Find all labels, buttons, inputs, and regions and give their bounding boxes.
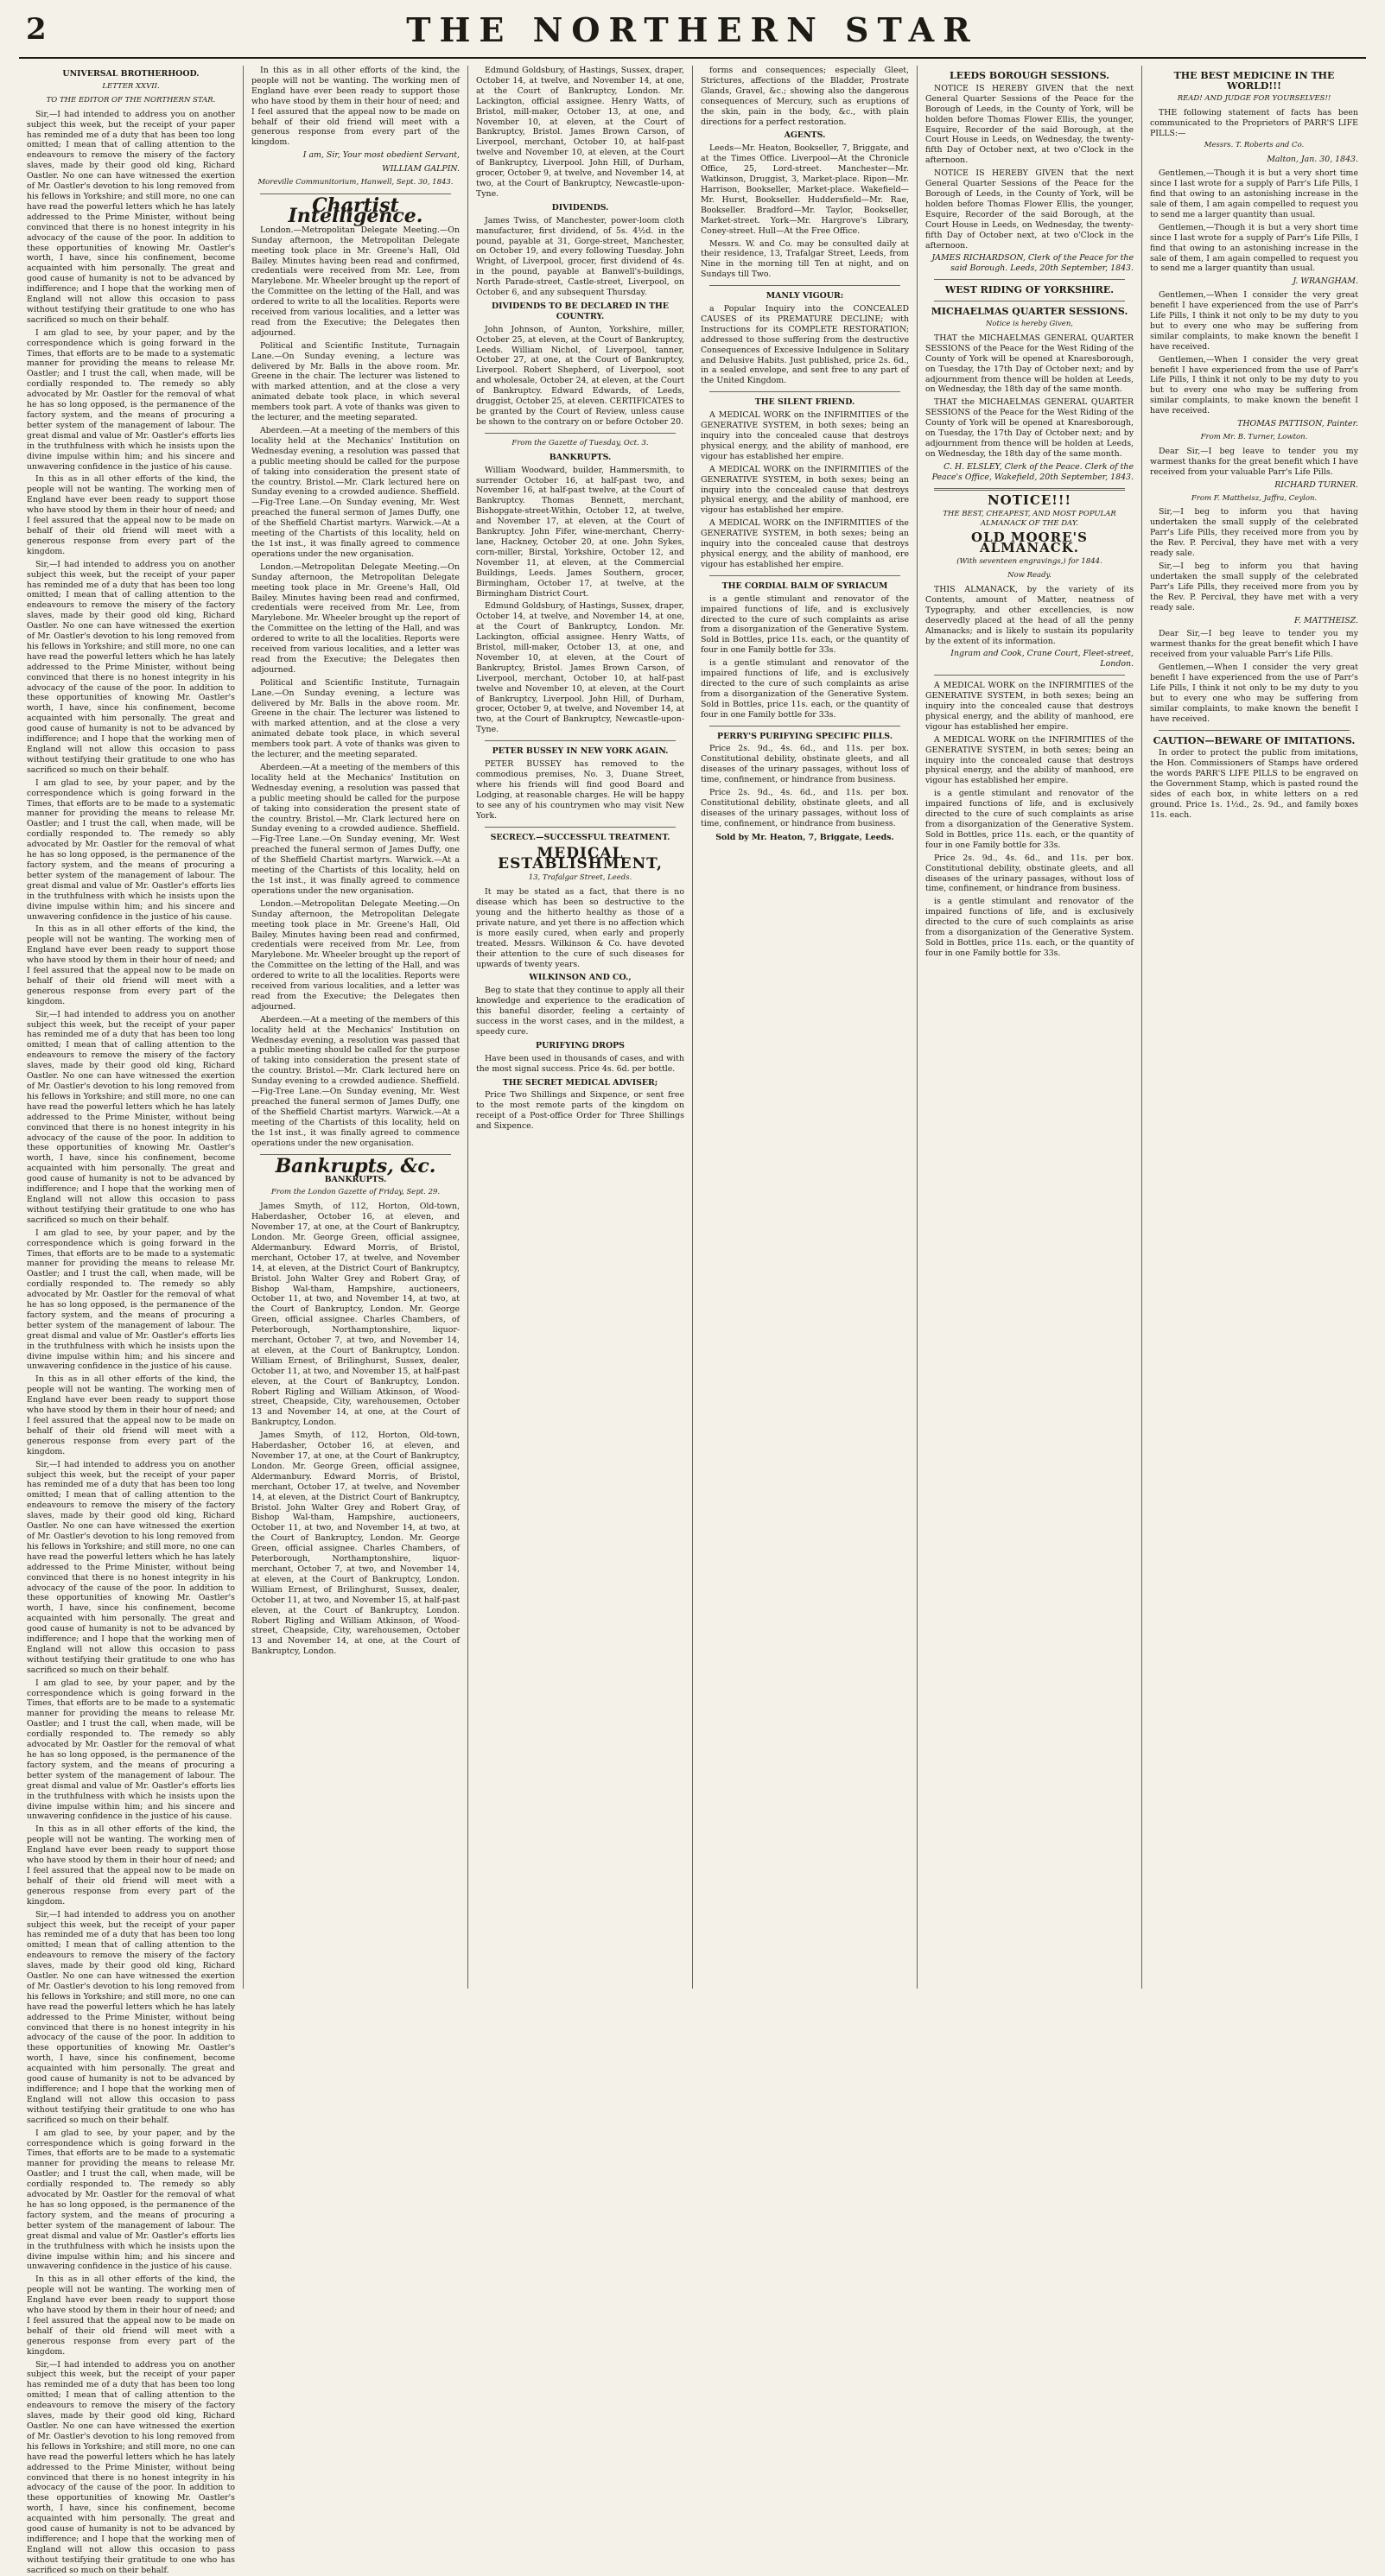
advert-body: a Popular Inquiry into the CONCEALED CAUSES of its PREMATURE DECLINE; with Instructions for its COMPLETE RESTORATION; addressed to those suffering from the destructive Consequences of Excessive Indulgence in Solitary and Delusive Habits. Just published, price 2s. 6d., in a sealed envelope, and sent free to any part of the United Kingdom.: [701, 304, 909, 386]
advert-heading-manly-vigour: MANLY VIGOUR:: [766, 291, 844, 301]
advert-body: A MEDICAL WORK on the INFIRMITIES of the GENERATIVE SYSTEM, in both sexes; being an inquiry into the concealed cause that destroys physical energy, and the ability of manhood, ere vigour has established her empire.: [701, 518, 909, 569]
advert-heading-old-moore: OLD MOORE'S ALMANACK.: [971, 530, 1088, 556]
agents-list: Leeds—Mr. Heaton, Bookseller, 7, Briggate, and at the Times Office. Liverpool—At the Chronicle Office, 25, Lord-street. Manchester—Mr. Watkinson, Druggist, 3, Market-place. Ripon—Mr. Harrison, Bookseller, Market-place. Wakefield—Mr. Hurst, Bookseller. Huddersfield—Mr. Rae, Bookseller. Bradford—Mr. Taylor, Bookseller, Market-street. York—Mr. Hargrove's Library, Coney-street. Hull—At the Free Office.: [701, 143, 909, 236]
testimonial-body: Dear Sir,—I beg leave to tender you my warmest thanks for the great benefit which I have received from your valuable Parr's Life Pills.: [1150, 629, 1358, 660]
advert-ready: Now Ready.: [1007, 571, 1051, 581]
news-paragraph: Political and Scientific Institute, Turnagain Lane.—On Sunday evening, a lecture was delivered by Mr. Balls in the above room. Mr. Greene in the chair. The lecturer was listened to with marked attention, and at the close a very animated debate took place, in which several members took part. A vote of thanks was given to the lecturer, and the meeting separated.: [251, 340, 460, 423]
news-paragraph: Aberdeen.—At a meeting of the members of this locality held at the Mechanics' Institution on Wednesday evening, a resolution was passed that a public meeting should be called for the purpose of taking into consideration the present state of the country. Bristol.—Mr. Clark lectured here on Sunday evening to a crowded audience. Sheffield.—Fig-Tree Lane.—On Sunday evening, Mr. West preached the funeral sermon of James Duffy, one of the Sheffield Chartist martyrs. Warwick.—At a meeting of the Chartists of this locality, held on the 1st inst., it was finally agreed to commence operations under the new organisation.: [251, 1014, 460, 1148]
advert-body: is a gentle stimulant and renovator of the impaired functions of life, and is exclusively directed to the cure of such complaints as arise from a disorganization of the Generative System. Sold in Bottles, price 11s. each, or the quantity of four in one Family bottle for 33s.: [925, 897, 1134, 958]
advert-body: A MEDICAL WORK on the INFIRMITIES of the GENERATIVE SYSTEM, in both sexes; being an inquiry into the concealed cause that destroys physical energy, and the ability of manhood, ere vigour has established her empire.: [925, 681, 1134, 732]
article-paragraph: In this as in all other efforts of the kind, the people will not be wanting. The working men of England have ever been ready to support those who have stood by them in their hour of need; and I feel assured that the appeal now to be made on behalf of their old friend will meet with a generous response from every part of the kingdom.: [27, 2275, 235, 2357]
testimonial-body: Gentlemen,—When I consider the very great benefit I have experienced from the use of Parr's Life Pills, I think it not only to be my duty to you but to every one who may be suffering from similar complaints, to make known the benefit I have received.: [1150, 663, 1358, 724]
article-paragraph: I am glad to see, by your paper, and by the correspondence which is going forward in the Times, that efforts are to be made to a systematic manner for providing the means to release Mr. Oastler; and I trust the call, when made, will be cordially responded to. The remedy so ably advocated by Mr. Oastler for the removal of what he has so long opposed, is the permanence of the factory system, and the means of procuring a better system of the management of labour. The great dismal and value of Mr. Oastler's efforts lies in the truthfulness with which he insists upon the divine impulse within him; and his sincere and unwavering confidence in the justice of his cause.: [27, 777, 235, 922]
advert-body: forms and consequences; especially Gleet, Strictures, affections of the Bladder, Prostrate Glands, Gravel, &c.; showing also the dangerous consequences of Mercury, such as eruptions of the skin, pain in the body, &c., with plain directions for a perfect restoration.: [701, 66, 909, 127]
advert-body: THIS ALMANACK, by the variety of its Contents, amount of Matter, neatness of Typography, and other excellencies, is now deservedly placed at the head of all the penny Almanacks; and is likely to sustain its popularity by the extent of its information.: [925, 584, 1134, 646]
advert-body: Price 2s. 9d., 4s. 6d., and 11s. per box. Constitutional debility, obstinate gleets, and all diseases of the urinary passages, without loss of time, confinement, or hindrance from business.: [925, 853, 1134, 894]
advert-subheading: (With seventeen engravings,) for 1844.: [956, 557, 1102, 567]
testimonial-body: Sir,—I beg to inform you that having undertaken the small supply of the celebrated Parr's Life Pills, they received more from you by the Rev. P. Percival, they have met with a very ready sale.: [1150, 507, 1358, 559]
advert-body: Price Two Shillings and Sixpence, or sent free to the most remote parts of the kingdom on receipt of a Post-office Order for Three Shillings and Sixpence.: [476, 1090, 684, 1132]
advert-body: is a gentle stimulant and renovator of the impaired functions of life, and is exclusively directed to the cure of such complaints as arise from a disorganization of the Generative System. Sold in Bottles, price 11s. each, or the quantity of four in one Family bottle for 33s.: [701, 593, 909, 656]
section-heading-chartist-intelligence: Chartist Intelligence.: [288, 194, 423, 227]
notice-subheading: Notice is hereby Given,: [985, 320, 1074, 329]
notice-body: THAT the MICHAELMAS GENERAL QUARTER SESSIONS of the Peace for the West Riding of the County of York will be opened at Knaresborough, on Tuesday, the 17th Day of October next; and by adjournment from thence will be holden at Leeds, on Wednesday, the 18th day of the same month.: [925, 333, 1134, 395]
article-paragraph: In this as in all other efforts of the kind, the people will not be wanting. The working men of England have ever been ready to support those who have stood by them in their hour of need; and I feel assured that the appeal now to be made on behalf of their old friend will meet with a generous response from every part of the kingdom.: [27, 1374, 235, 1456]
article-paragraph: I am glad to see, by your paper, and by the correspondence which is going forward in the Times, that efforts are to be made to a systematic manner for providing the means to release Mr. Oastler; and I trust the call, when made, will be cordially responded to. The remedy so ably advocated by Mr. Oastler for the removal of what he has so long opposed, is the permanence of the factory system, and the means of procuring a better system of the management of labour. The great dismal and value of Mr. Oastler's efforts lies in the truthfulness with which he insists upon the divine impulse within him; and his sincere and unwavering confidence in the justice of his cause.: [27, 327, 235, 472]
advert-subheading: THE BEST, CHEAPEST, AND MOST POPULAR ALMANACK OF THE DAY.: [943, 509, 1116, 529]
bankrupts-subheading: BANKRUPTS.: [549, 452, 612, 462]
testimonial-signature: RICHARD TURNER.: [1274, 479, 1358, 490]
advert-heading-drops: PURIFYING DROPS: [536, 1040, 625, 1050]
caution-heading: CAUTION—BEWARE OF IMITATIONS.: [1153, 734, 1356, 746]
letter-place: Moreville Communitorium, Hanwell, Sept. 30, 1843.: [257, 178, 454, 187]
divider: [485, 740, 676, 741]
newspaper-title: THE NORTHERN STAR: [406, 10, 979, 49]
advert-body: A MEDICAL WORK on the INFIRMITIES of the GENERATIVE SYSTEM, in both sexes; being an inquiry into the concealed cause that destroys physical energy, and the ability of manhood, ere vigour has established her empire.: [701, 410, 909, 461]
testimonial-body: Dear Sir,—I beg leave to tender you my warmest thanks for the great benefit which I have received from your valuable Parr's Life Pills.: [1150, 446, 1358, 477]
column-4: [693, 66, 918, 1989]
testimonial-signature: F. MATTHEISZ.: [1293, 615, 1358, 625]
divider: [485, 433, 676, 434]
news-paragraph: London.—Metropolitan Delegate Meeting.—On Sunday afternoon, the Metropolitan Delegate meeting took place in Mr. Greene's Hall, Old Bailey. Minutes having been read and confirmed, credentials were received from Mr. Lee, from Marylebone. Mr. Wheeler brought up the report of the Committee on the letting of the Hall, and was ordered to write to all the localities. Reports were received from various localities, and a letter was read from the Executive; the Delegates then adjourned.: [251, 898, 460, 1012]
news-paragraph: Aberdeen.—At a meeting of the members of this locality held at the Mechanics' Institution on Wednesday evening, a resolution was passed that a public meeting should be called for the purpose of taking into consideration the present state of the country. Bristol.—Mr. Clark lectured here on Sunday evening to a crowded audience. Sheffield.—Fig-Tree Lane.—On Sunday evening, Mr. West preached the funeral sermon of James Duffy, one of the Sheffield Chartist martyrs. Warwick.—At a meeting of the Chartists of this locality, held on the 1st inst., it was finally agreed to commence operations under the new organisation.: [251, 426, 460, 559]
divider: [709, 285, 900, 286]
dividends-heading: DIVIDENDS.: [551, 202, 609, 213]
testimonial-heading: From F. Mattheisz, Jaffra, Ceylon.: [1191, 493, 1318, 503]
article-paragraph: I am glad to see, by your paper, and by the correspondence which is going forward in the Times, that efforts are to be made to a systematic manner for providing the means to release Mr. Oastler; and I trust the call, when made, will be cordially responded to. The remedy so ably advocated by Mr. Oastler for the removal of what he has so long opposed, is the permanence of the factory system, and the means of procuring a better system of the management of labour. The great dismal and value of Mr. Oastler's efforts lies in the truthfulness with which he insists upon the divine impulse within him; and his sincere and unwavering confidence in the justice of his cause.: [27, 2128, 235, 2272]
gazette-source: From the London Gazette of Friday, Sept. 29.: [270, 1188, 441, 1197]
article-paragraph: Sir,—I had intended to address you on another subject this week, but the receipt of your paper has reminded me of a duty that has been too long omitted; I mean that of calling attention to the endeavours to remove the misery of the factory slaves, made by their good old king, Richard Oastler. No one can have witnessed the exertion of Mr. Oastler's devotion to his long removed from his fellows in Yorkshire; and still more, no one can have read the powerful letters which he has lately addressed to the Prime Minister, without being convinced that there is no honest integrity in his advocacy of the cause of the poor. In addition to these opportunities of knowing Mr. Oastler's worth, I have, since his confinement, become acquainted with him personally. The great and good cause of humanity is not to be advanced by indifference; and I hope that the working men of England will not allow this occasion to pass without testifying their gratitude to one who has sacrificed so much on their behalf.: [27, 2359, 235, 2575]
dividends-country-list: John Johnson, of Aunton, Yorkshire, miller, October 25, at eleven, at the Court of Bankruptcy, Leeds. William Nichol, of Liverpool, tanner, October 27, at one, at the Court of Bankruptcy, Liverpool. Robert Shepherd, of Liverpool, soot and wholesale, October 24, at eleven, at the Court of Bankruptcy. Edward Edwards, of Leeds, druggist, October 25, at eleven. CERTIFICATES to be granted by the Court of Review, unless cause be shown to the contrary on or before October 20.: [476, 324, 684, 427]
article-paragraph: I am glad to see, by your paper, and by the correspondence which is going forward in the Times, that efforts are to be made to a systematic manner for providing the means to release Mr. Oastler; and I trust the call, when made, will be cordially responded to. The remedy so ably advocated by Mr. Oastler for the removal of what he has so long opposed, is the permanence of the factory system, and the means of procuring a better system of the management of labour. The great dismal and value of Mr. Oastler's efforts lies in the truthfulness with which he insists upon the divine impulse within him; and his sincere and unwavering confidence in the justice of his cause.: [27, 1678, 235, 1822]
section-heading-bankrupts: Bankrupts, &c.: [275, 1154, 436, 1177]
testimonial-body: Gentlemen,—When I consider the very great benefit I have experienced from the use of Parr's Life Pills, I think it not only to be my duty to you but to every one who may be suffering from similar complaints, to make known the benefit I have received.: [1150, 290, 1358, 352]
news-paragraph: London.—Metropolitan Delegate Meeting.—On Sunday afternoon, the Metropolitan Delegate meeting took place in Mr. Greene's Hall, Old Bailey. Minutes having been read and confirmed, credentials were received from Mr. Lee, from Marylebone. Mr. Wheeler brought up the report of the Committee on the letting of the Hall, and was ordered to write to all the localities. Reports were received from various localities, and a letter was read from the Executive; the Delegates then adjourned.: [251, 562, 460, 675]
agents-heading: AGENTS.: [784, 130, 826, 141]
dividends-country-heading: DIVIDENDS TO BE DECLARED IN THE COUNTRY.: [491, 301, 670, 321]
column-1: [19, 66, 244, 2575]
advert-heading-best-medicine: THE BEST MEDICINE IN THE WORLD!!!: [1173, 70, 1335, 92]
advert-body: Have been used in thousands of cases, and with the most signal success. Price 4s. 6d. per bottle.: [476, 1053, 684, 1074]
advert-heading-secrecy: SECRECY.—SUCCESSFUL TREATMENT.: [490, 832, 670, 842]
advert-heading-bussey: PETER BUSSEY IN NEW YORK AGAIN.: [492, 746, 669, 757]
bankrupts-list: Edmund Goldsbury, of Hastings, Sussex, draper, October 14, at twelve, and November 14, at one, at the Court of Bankruptcy, London. Mr. Lackington, official assignee. Henry Watts, of Bristol, mill-maker, October 13, at one, and November 10, at eleven, at the Court of Bankruptcy, Bristol. James Brown Carson, of Liverpool, merchant, October 10, at half-past twelve and November 10, at eleven, at the Court of Bankruptcy, Liverpool. John Hill, of Durham, grocer, October 9, at twelve, and November 14, at two, at the Court of Bankruptcy, Newcastle-upon-Tyne.: [476, 66, 684, 199]
divider: [934, 488, 1125, 491]
bankrupts-list: James Smyth, of 112, Horton, Old-town, Haberdasher, October 16, at eleven, and November 17, at one, at the Court of Bankruptcy, London. Mr. George Green, official assignee, Aldermanbury. Edward Morris, of Bristol, merchant, October 17, at twelve, and November 14, at eleven, at the District Court of Bankruptcy, Bristol. John Walter Grey and Robert Gray, of Bishop Wal-tham, Hampshire, auctioneers, October 11, at two, and November 14, at two, at the Court of Bankruptcy, London. Mr. George Green, official assignee. Charles Chambers, of Peterborough, Northamptonshire, liquor-merchant, October 7, at two, and November 14, at eleven, at the Court of Bankruptcy, London. William Ernest, of Brilinghurst, Sussex, dealer, October 11, at two, and November 15, at half-past eleven, at the Court of Bankruptcy, London. Robert Rigling and William Atkinson, of Wood-street, Cheapside, City, warehousemen, October 13 and November 14, at one, at the Court of Bankruptcy, London.: [251, 1431, 460, 1657]
column-5: [918, 66, 1142, 1989]
column-6: [1142, 66, 1366, 1989]
advert-body: It may be stated as a fact, that there is no disease which has been so destructive to the young and the hitherto healthy as those of a private nature, and yet there is no affection which is more easily cured, when early and properly treated. Messrs. Wilkinson & Co. have devoted their attention to the cure of such diseases for upwards of twenty years.: [476, 887, 684, 969]
advert-heading-medical: MEDICAL ESTABLISHMENT,: [498, 845, 663, 873]
notice-body: NOTICE IS HEREBY GIVEN that the next General Quarter Sessions of the Peace for the Borough of Leeds, in the County of York, will be holden before Thomas Flower Ellis, the younger, Esquire, Recorder of the said Borough, at the Court House in Leeds, on Wednesday, the twenty-fifth Day of October next, at two o'Clock in the afternoon.: [925, 83, 1134, 166]
testimonial-body: Gentlemen,—Though it is but a very short time since I last wrote for a supply of Parr's Life Pills, I find that owing to an astonishing increase in the sale of them, I am again compelled to request you to send me a larger quantity than usual.: [1150, 222, 1358, 274]
divider: [709, 391, 900, 392]
notice-signature: JAMES RICHARDSON, Clerk of the Peace for the said Borough. Leeds, 20th September, 1843.: [931, 253, 1134, 274]
article-paragraph: I am glad to see, by your paper, and by the correspondence which is going forward in the Times, that efforts are to be made to a systematic manner for providing the means to release Mr. Oastler; and I trust the call, when made, will be cordially responded to. The remedy so ably advocated by Mr. Oastler for the removal of what he has so long opposed, is the permanence of the factory system, and the means of procuring a better system of the management of labour. The great dismal and value of Mr. Oastler's efforts lies in the truthfulness with which he insists upon the divine impulse within him; and his sincere and unwavering confidence in the justice of his cause.: [27, 1228, 235, 1372]
letter-signoff: I am, Sir, Your most obedient Servant,: [302, 150, 460, 161]
testimonial-addressee: Messrs. T. Roberts and Co.: [1204, 141, 1305, 150]
advert-body: is a gentle stimulant and renovator of the impaired functions of life, and is exclusively directed to the cure of such complaints as arise from a disorganization of the Generative System. Sold in Bottles, price 11s. each, or the quantity of four in one Family bottle for 33s.: [925, 789, 1134, 850]
article-paragraph: In this as in all other efforts of the kind, the people will not be wanting. The working men of England have ever been ready to support those who have stood by them in their hour of need; and I feel assured that the appeal now to be made on behalf of their old friend will meet with a generous response from every part of the kingdom.: [27, 474, 235, 556]
dividends-list: James Twiss, of Manchester, power-loom cloth manufacturer, first dividend, of 5s. 4½d. in the pound, payable at 31, Gorge-street, Manchester, on October 19, and every following Tuesday. John Wright, of Liverpool, grocer, first dividend of 4s. in the pound, payable at Banwell's-buildings, North Parade-street, Castle-street, Liverpool, on October 6, and any subsequent Thursday.: [476, 215, 684, 298]
bankrupts-list: James Smyth, of 112, Horton, Old-town, Haberdasher, October 16, at eleven, and November 17, at one, at the Court of Bankruptcy, London. Mr. George Green, official assignee, Aldermanbury. Edward Morris, of Bristol, merchant, October 17, at twelve, and November 14, at eleven, at the District Court of Bankruptcy, Bristol. John Walter Grey and Robert Gray, of Bishop Wal-tham, Hampshire, auctioneers, October 11, at two, and November 14, at two, at the Court of Bankruptcy, London. Mr. George Green, official assignee. Charles Chambers, of Peterborough, Northamptonshire, liquor-merchant, October 7, at two, and November 14, at eleven, at the Court of Bankruptcy, London. William Ernest, of Brilinghurst, Sussex, dealer, October 11, at two, and November 15, at half-past eleven, at the Court of Bankruptcy, London. Robert Rigling and William Atkinson, of Wood-street, Cheapside, City, warehousemen, October 13 and November 14, at one, at the Court of Bankruptcy, London.: [251, 1202, 460, 1428]
testimonial-body: Gentlemen,—When I consider the very great benefit I have experienced from the use of Parr's Life Pills, I think it not only to be my duty to you but to every one who may be suffering from similar complaints, to make known the benefit I have received.: [1150, 354, 1358, 416]
notice-signature: C. H. ELSLEY, Clerk of the Peace. Clerk of the Peace's Office, Wakefield, 20th September, 1843.: [931, 461, 1134, 482]
column-3: [468, 66, 693, 1989]
advert-body: Beg to state that they continue to apply all their knowledge and experience to the eradication of this baneful disorder, feeling a certainty of success in the worst cases, and in the mildest, a speedy cure.: [476, 986, 684, 1037]
notice-body: THAT the MICHAELMAS GENERAL QUARTER SESSIONS of the Peace for the West Riding of the County of York will be opened at Knaresborough, on Tuesday, the 17th Day of October next; and by adjournment from thence will be holden at Leeds, on Wednesday, the 18th day of the same month.: [925, 397, 1134, 459]
advert-body: Price 2s. 9d., 4s. 6d., and 11s. per box. Constitutional debility, obstinate gleets, and all diseases of the urinary passages, without loss of time, confinement, or hindrance from business.: [701, 788, 909, 828]
bankrupts-list: Edmund Goldsbury, of Hastings, Sussex, draper, October 14, at twelve, and November 14, at one, at the Court of Bankruptcy, London. Mr. Lackington, official assignee. Henry Watts, of Bristol, mill-maker, October 13, at one, and November 10, at eleven, at the Court of Bankruptcy, Bristol. James Brown Carson, of Liverpool, merchant, October 10, at half-past twelve and November 10, at eleven, at the Court of Bankruptcy, Liverpool. John Hill, of Durham, grocer, October 9, at twelve, and November 14, at two, at the Court of Bankruptcy, Newcastle-upon-Tyne.: [476, 601, 684, 735]
letter-number: LETTER XXVII.: [102, 81, 160, 91]
testimonial-signature: J. WRANGHAM.: [1293, 276, 1358, 287]
letter-signature: WILLIAM GALPIN.: [382, 164, 460, 174]
advert-body: is a gentle stimulant and renovator of the impaired functions of life, and is exclusively directed to the cure of such complaints as arise from a disorganization of the Generative System. Sold in Bottles, price 11s. each, or the quantity of four in one Family bottle for 33s.: [701, 658, 909, 720]
advert-body: Price 2s. 9d., 4s. 6d., and 11s. per box. Constitutional debility, obstinate gleets, and all diseases of the urinary passages, without loss of time, confinement, or hindrance from business.: [701, 744, 909, 785]
advert-address: 13, Trafalgar Street, Leeds.: [528, 873, 632, 883]
testimonial-body: Sir,—I beg to inform you that having undertaken the small supply of the celebrated Parr's Life Pills, they received more from you by the Rev. P. Percival, they have met with a very ready sale.: [1150, 561, 1358, 612]
testimonial-date: Malton, Jan. 30, 1843.: [1267, 155, 1358, 165]
testimonial-body: Gentlemen,—Though it is but a very short time since I last wrote for a supply of Parr's Life Pills, I find that owing to an astonishing increase in the sale of them, I am again compelled to request you to send me a larger quantity than usual.: [1150, 168, 1358, 219]
divider: [1159, 730, 1350, 731]
advert-heading-purifying-pills: PERRY'S PURIFYING SPECIFIC PILLS.: [717, 731, 893, 741]
testimonial-heading: From Mr. B. Turner, Lowton.: [1200, 433, 1308, 441]
article-paragraph: In this as in all other efforts of the kind, the people will not be wanting. The working men of England have ever been ready to support those who have stood by them in their hour of need; and I feel assured that the appeal now to be made on behalf of their old friend will meet with a generous response from every part of the kingdom.: [27, 1824, 235, 1907]
advert-wilkinson: WILKINSON AND CO.,: [529, 973, 632, 983]
notice-heading-michaelmas: MICHAELMAS QUARTER SESSIONS.: [931, 306, 1128, 318]
column-container: [19, 66, 1366, 2575]
advert-body: Messrs. W. and Co. may be consulted daily at their residence, 13, Trafalgar Street, Leeds, from Nine in the morning till Ten at night, and on Sundays till Two.: [701, 238, 909, 280]
divider: [934, 279, 1125, 280]
advert-body: THE following statement of facts has been communicated to the Proprietors of PARR'S LIFE PILLS:—: [1150, 107, 1358, 138]
column-2: [244, 66, 468, 1989]
advert-heading-notice: NOTICE!!!: [987, 492, 1072, 508]
divider: [934, 675, 1125, 676]
advert-heading-cordial-balm: THE CORDIAL BALM OF SYRIACUM: [721, 581, 888, 591]
notice-body: NOTICE IS HEREBY GIVEN that the next General Quarter Sessions of the Peace for the Borough of Leeds, in the County of York, will be holden before Thomas Flower Ellis, the younger, Esquire, Recorder of the said Borough, at the Court House in Leeds, on Wednesday, the twenty-fifth Day of October next, at two o'Clock in the afternoon.: [925, 168, 1134, 251]
article-paragraph: Sir,—I had intended to address you on another subject this week, but the receipt of your paper has reminded me of a duty that has been too long omitted; I mean that of calling attention to the endeavours to remove the misery of the factory slaves, made by their good old king, Richard Oastler. No one can have witnessed the exertion of Mr. Oastler's devotion to his long removed from his fellows in Yorkshire; and still more, no one can have read the powerful letters which he has lately addressed to the Prime Minister, without being convinced that there is no honest integrity in his advocacy of the cause of the poor. In addition to these opportunities of knowing Mr. Oastler's worth, I have, since his confinement, become acquainted with him personally. The great and good cause of humanity is not to be advanced by indifference; and I hope that the working men of England will not allow this occasion to pass without testifying their gratitude to one who has sacrificed so much on their behalf.: [27, 1909, 235, 2125]
page-number: 2: [26, 12, 47, 47]
testimonial-signature: THOMAS PATTISON, Painter.: [1237, 419, 1358, 429]
divider: [485, 827, 676, 828]
article-paragraph: Sir,—I had intended to address you on another subject this week, but the receipt of your paper has reminded me of a duty that has been too long omitted; I mean that of calling attention to the endeavours to remove the misery of the factory slaves, made by their good old king, Richard Oastler. No one can have witnessed the exertion of Mr. Oastler's devotion to his long removed from his fellows in Yorkshire; and still more, no one can have read the powerful letters which he has lately addressed to the Prime Minister, without being convinced that there is no honest integrity in his advocacy of the cause of the poor. In addition to these opportunities of knowing Mr. Oastler's worth, I have, since his confinement, become acquainted with him personally. The great and good cause of humanity is not to be advanced by indifference; and I hope that the working men of England will not allow this occasion to pass without testifying their gratitude to one who has sacrificed so much on their behalf.: [27, 559, 235, 775]
news-paragraph: Political and Scientific Institute, Turnagain Lane.—On Sunday evening, a lecture was delivered by Mr. Balls in the above room. Mr. Greene in the chair. The lecturer was listened to with marked attention, and at the close a very animated debate took place, in which several members took part. A vote of thanks was given to the lecturer, and the meeting separated.: [251, 677, 460, 760]
advert-body: A MEDICAL WORK on the INFIRMITIES of the GENERATIVE SYSTEM, in both sexes; being an inquiry into the concealed cause that destroys physical energy, and the ability of manhood, ere vigour has established her empire.: [925, 734, 1134, 786]
article-paragraph: Sir,—I had intended to address you on another subject this week, but the receipt of your paper has reminded me of a duty that has been too long omitted; I mean that of calling attention to the endeavours to remove the misery of the factory slaves, made by their good old king, Richard Oastler. No one can have witnessed the exertion of Mr. Oastler's devotion to his long removed from his fellows in Yorkshire; and still more, no one can have read the powerful letters which he has lately addressed to the Prime Minister, without being convinced that there is no honest integrity in his advocacy of the cause of the poor. In addition to these opportunities of knowing Mr. Oastler's worth, I have, since his confinement, become acquainted with him personally. The great and good cause of humanity is not to be advanced by indifference; and I hope that the working men of England will not allow this occasion to pass without testifying their gratitude to one who has sacrificed so much on their behalf.: [27, 1459, 235, 1675]
article-paragraph: Sir,—I had intended to address you on another subject this week, but the receipt of your paper has reminded me of a duty that has been too long omitted; I mean that of calling attention to the endeavours to remove the misery of the factory slaves, made by their good old king, Richard Oastler. No one can have witnessed the exertion of Mr. Oastler's devotion to his long removed from his fellows in Yorkshire; and still more, no one can have read the powerful letters which he has lately addressed to the Prime Minister, without being convinced that there is no honest integrity in his advocacy of the cause of the poor. In addition to these opportunities of knowing Mr. Oastler's worth, I have, since his confinement, become acquainted with him personally. The great and good cause of humanity is not to be advanced by indifference; and I hope that the working men of England will not allow this occasion to pass without testifying their gratitude to one who has sacrificed so much on their behalf.: [27, 1009, 235, 1225]
caution-body: In order to protect the public from imitations, the Hon. Commissioners of Stamps have ordered the words PARR'S LIFE PILLS to be engraved on the Government Stamp, which is pasted round the sides of each box, in white letters on a red ground. Price 1s. 1½d., 2s. 9d., and family boxes 11s. each.: [1150, 748, 1358, 820]
gazette-source: From the Gazette of Tuesday, Oct. 3.: [511, 438, 649, 447]
article-heading-universal-brotherhood: UNIVERSAL BROTHERHOOD.: [62, 69, 200, 79]
bankrupts-list: William Woodward, builder, Hammersmith, to surrender October 16, at half-past two, and November 16, at half-past twelve, at the Court of Bankruptcy. Thomas Bennett, merchant, Bishopgate-street-Within, October 12, at twelve, and November 17, at eleven, at the Court of Bankruptcy. John Fifer, wine-merchant, Cherry-lane, Hackney, October 20, at one. John Sykes, corn-miller, Birstal, Yorkshire, October 12, and November 11, at eleven, at the Commercial Buildings, Leeds. James Southern, grocer, Birmingham, October 17, at twelve, at the Birmingham District Court.: [476, 465, 684, 599]
article-paragraph: Sir,—I had intended to address you on another subject this week, but the receipt of your paper has reminded me of a duty that has been too long omitted; I mean that of calling attention to the endeavours to remove the misery of the factory slaves, made by their good old king, Richard Oastler. No one can have witnessed the exertion of Mr. Oastler's devotion to his long removed from his fellows in Yorkshire; and still more, no one can have read the powerful letters which he has lately addressed to the Prime Minister, without being convinced that there is no honest integrity in his advocacy of the cause of the poor. In addition to these opportunities of knowing Mr. Oastler's worth, I have, since his confinement, become acquainted with him personally. The great and good cause of humanity is not to be advanced by indifference; and I hope that the working men of England will not allow this occasion to pass without testifying their gratitude to one who has sacrificed so much on their behalf.: [27, 109, 235, 325]
divider: [709, 575, 900, 576]
letter-addressee: TO THE EDITOR OF THE NORTHERN STAR.: [46, 95, 216, 105]
advert-publisher: Ingram and Cook, Crane Court, Fleet-street, London.: [950, 649, 1134, 669]
article-paragraph: In this as in all other efforts of the kind, the people will not be wanting. The working men of England have ever been ready to support those who have stood by them in their hour of need; and I feel assured that the appeal now to be made on behalf of their old friend will meet with a generous response from every part of the kingdom.: [27, 924, 235, 1006]
news-paragraph: London.—Metropolitan Delegate Meeting.—On Sunday afternoon, the Metropolitan Delegate meeting took place in Mr. Greene's Hall, Old Bailey. Minutes having been read and confirmed, credentials were received from Mr. Lee, from Marylebone. Mr. Wheeler brought up the report of the Committee on the letting of the Hall, and was ordered to write to all the localities. Reports were received from various localities, and a letter was read from the Executive; the Delegates then adjourned.: [251, 225, 460, 338]
advert-body: A MEDICAL WORK on the INFIRMITIES of the GENERATIVE SYSTEM, in both sexes; being an inquiry into the concealed cause that destroys physical energy, and the ability of manhood, ere vigour has established her empire.: [701, 464, 909, 516]
advert-heading-silent-friend: THE SILENT FRIEND.: [754, 397, 855, 408]
news-paragraph: Aberdeen.—At a meeting of the members of this locality held at the Mechanics' Institution on Wednesday evening, a resolution was passed that a public meeting should be called for the purpose of taking into consideration the present state of the country. Bristol.—Mr. Clark lectured here on Sunday evening to a crowded audience. Sheffield.—Fig-Tree Lane.—On Sunday evening, Mr. West preached the funeral sermon of James Duffy, one of the Sheffield Chartist martyrs. Warwick.—At a meeting of the Chartists of this locality, held on the 1st inst., it was finally agreed to commence operations under the new organisation.: [251, 763, 460, 896]
article-paragraph: In this as in all other efforts of the kind, the people will not be wanting. The working men of England have ever been ready to support those who have stood by them in their hour of need; and I feel assured that the appeal now to be made on behalf of their old friend will meet with a generous response from every part of the kingdom.: [251, 66, 460, 148]
notice-heading-leeds-sessions: LEEDS BOROUGH SESSIONS.: [950, 70, 1109, 81]
advert-heading-adviser: THE SECRET MEDICAL ADVISER;: [502, 1077, 658, 1088]
advert-seller: Sold by Mr. Heaton, 7, Briggate, Leeds.: [715, 832, 894, 842]
masthead: [19, 5, 1366, 59]
notice-heading-west-riding: WEST RIDING OF YORKSHIRE.: [944, 284, 1115, 296]
advert-subheading: READ! AND JUDGE FOR YOURSELVES!!: [1177, 93, 1331, 103]
bankrupts-subheading: BANKRUPTS.: [324, 1175, 387, 1185]
advert-body: PETER BUSSEY has removed to the commodious premises, No. 3, Duane Street, where his friends will find good Board and Lodging, at reasonable charges. He will be happy to see any of his countrymen who may visit New York.: [476, 759, 684, 821]
